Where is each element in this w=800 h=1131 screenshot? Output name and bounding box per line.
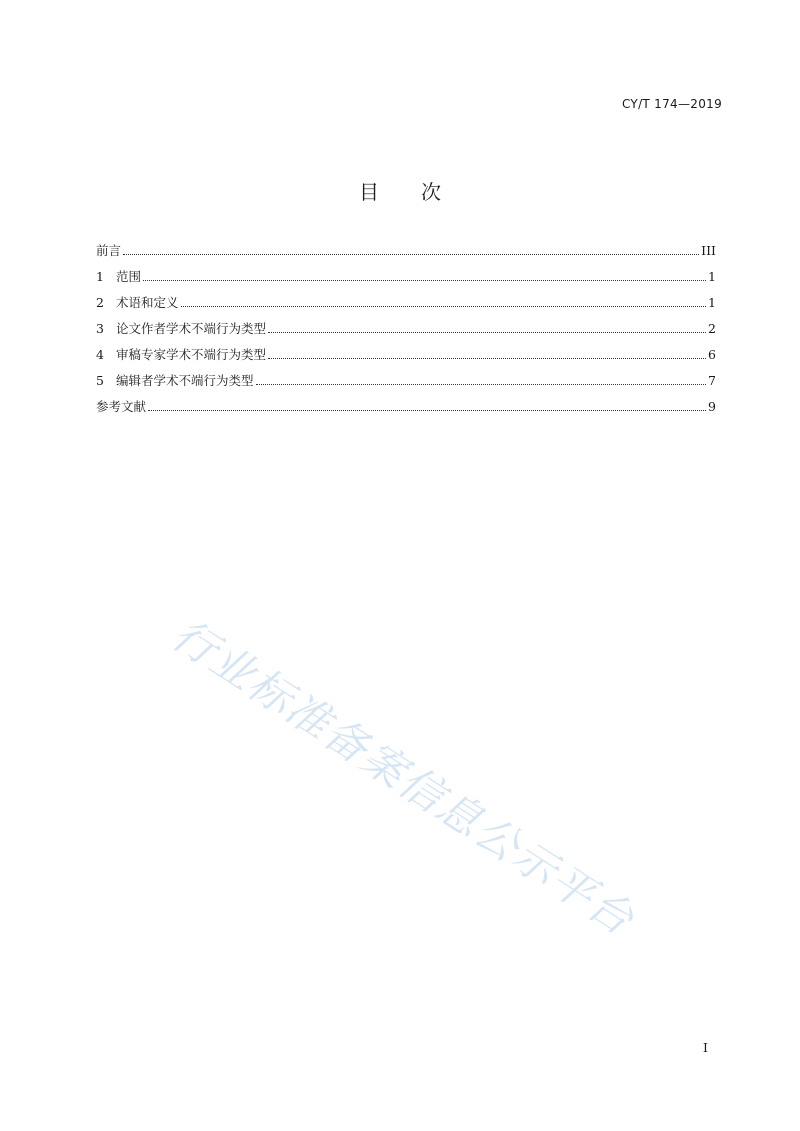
toc-entry-number: 3: [96, 321, 104, 336]
toc-entry-label: 审稿专家学术不端行为类型: [116, 347, 267, 362]
toc-leader-dots: [123, 253, 699, 255]
page-title: 目次: [359, 180, 483, 204]
toc-entry-references[interactable]: [96, 397, 716, 423]
table-of-contents: [96, 241, 716, 423]
toc-entry-scope[interactable]: [96, 267, 716, 293]
toc-entry-editor-misconduct[interactable]: [96, 371, 716, 397]
page-number: I: [703, 1040, 708, 1055]
watermark: 行业标准备案信息公示平台: [163, 609, 644, 946]
toc-leader-dots: [148, 409, 706, 411]
toc-leader-dots: [268, 331, 706, 333]
toc-entry-reviewer-misconduct[interactable]: [96, 345, 716, 371]
toc-entry-foreword[interactable]: [96, 241, 716, 267]
toc-entry-number: 4: [96, 347, 104, 362]
toc-entry-label: 范围: [116, 269, 142, 284]
toc-entry-page: 7: [708, 373, 716, 388]
toc-leader-dots: [181, 305, 707, 307]
toc-entry-number: 2: [96, 295, 104, 310]
toc-leader-dots: [256, 383, 707, 385]
toc-entry-page: 9: [708, 399, 716, 414]
toc-leader-dots: [268, 357, 706, 359]
toc-entry-page: 1: [708, 295, 716, 310]
toc-entry-label: 编辑者学术不端行为类型: [116, 373, 254, 388]
toc-leader-dots: [143, 279, 706, 281]
toc-entry-label: 参考文献: [96, 399, 147, 414]
toc-entry-label: 前言: [96, 243, 122, 258]
toc-entry-label: 术语和定义: [116, 295, 179, 310]
toc-entry-number: 5: [96, 373, 104, 388]
standard-code: CY/T 174—2019: [621, 97, 722, 111]
toc-entry-number: 1: [96, 269, 104, 284]
toc-entry-page: 1: [708, 269, 716, 284]
toc-entry-terms[interactable]: [96, 293, 716, 319]
toc-entry-page: 2: [708, 321, 716, 336]
toc-entry-page: 6: [708, 347, 716, 362]
toc-entry-author-misconduct[interactable]: [96, 319, 716, 345]
toc-entry-label: 论文作者学术不端行为类型: [116, 321, 267, 336]
toc-entry-page: III: [701, 243, 716, 258]
